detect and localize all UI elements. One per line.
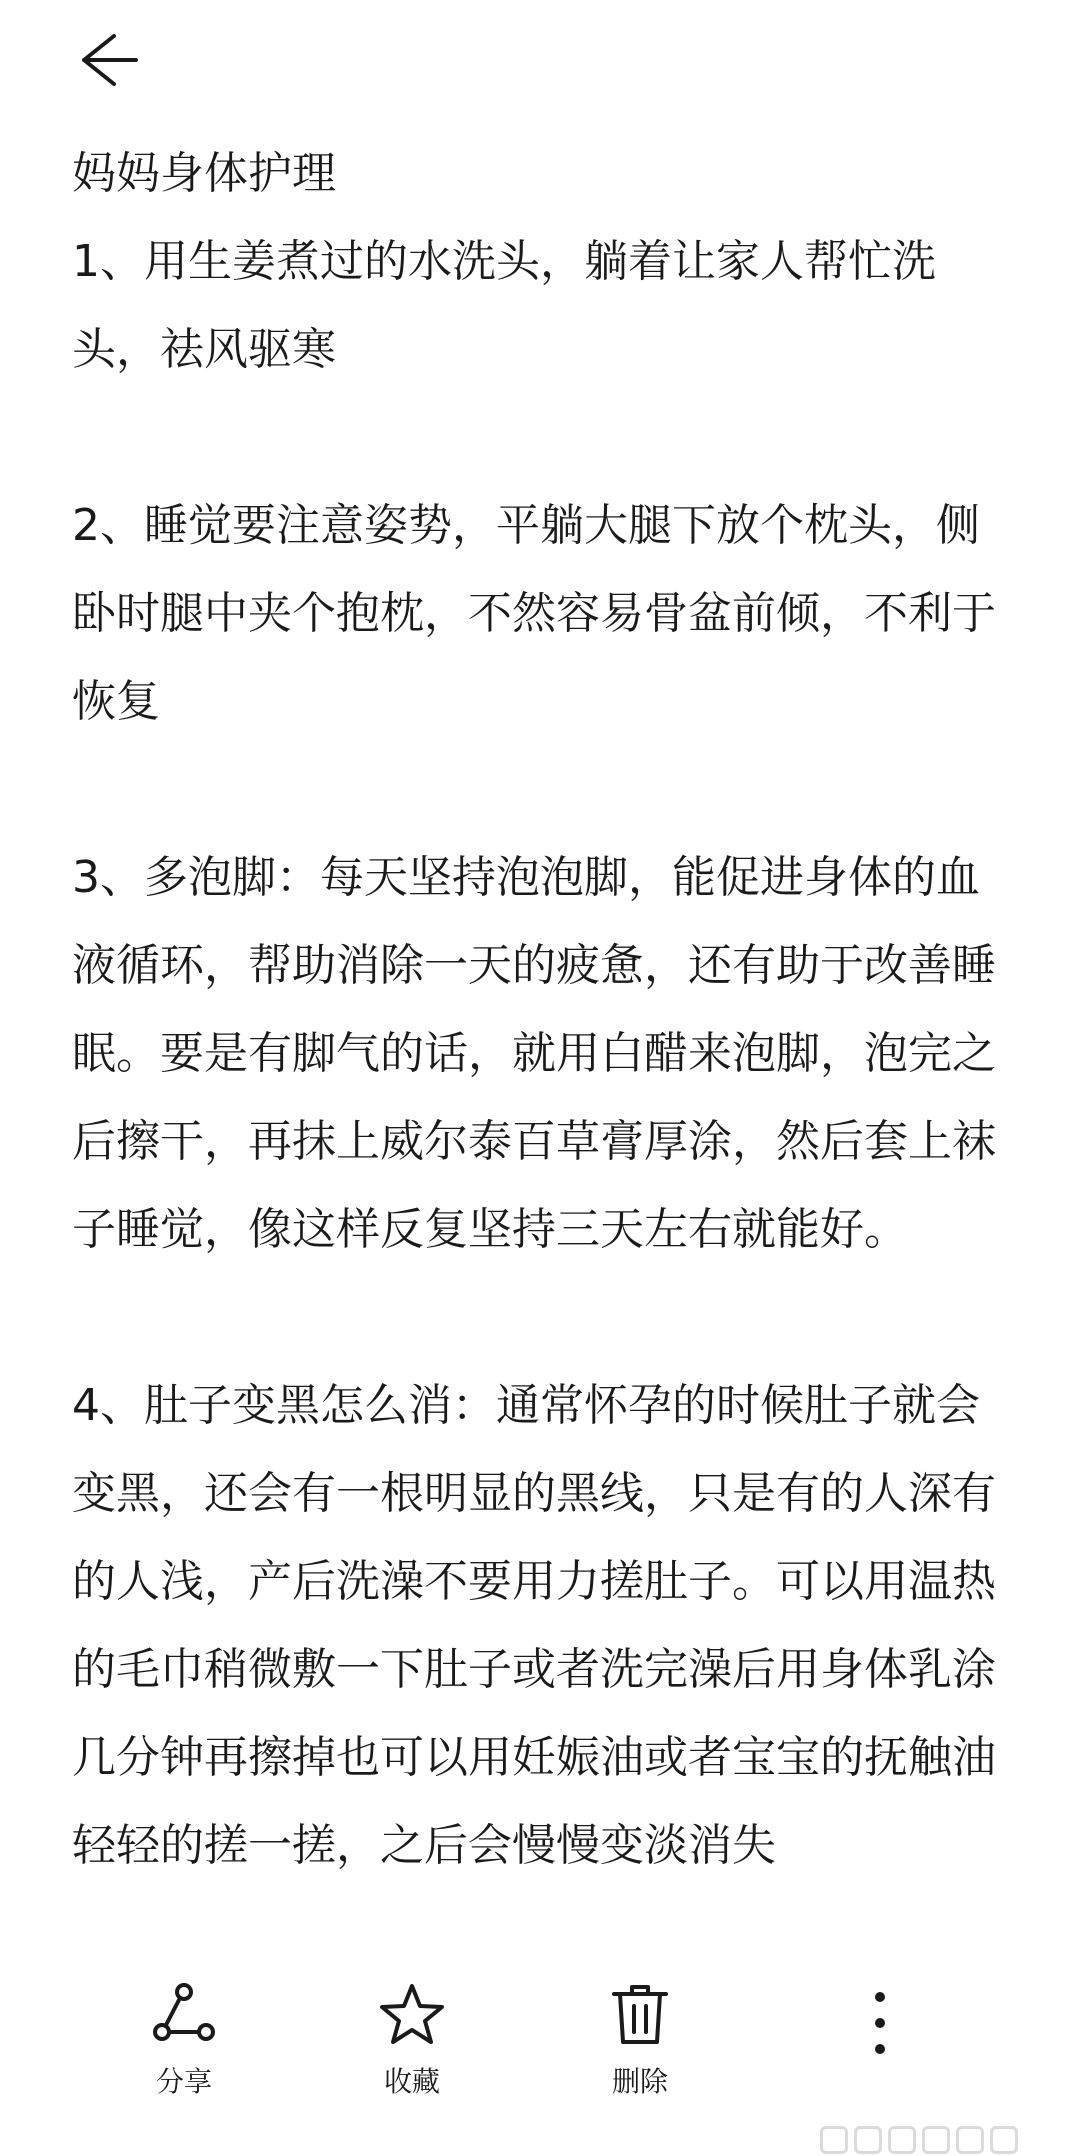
trash-icon [604, 1978, 676, 2050]
note-paragraph-4: 4、肚子变黑怎么消：通常怀孕的时候肚子就会变黑，还会有一根明显的黑线，只是有的人深有的人浅，产后洗澡不要用力搓肚子。可以用温热的毛巾稍微敷一下肚子或者洗完澡后用身体乳涂几分钟再擦掉也可以用妊娠油或者宝宝的抚触油轻轻的搓一搓，之后会慢慢变淡消失 [72, 1380, 996, 1871]
share-button[interactable] [104, 1978, 264, 2128]
note-paragraph-3: 3、多泡脚：每天坚持泡泡脚，能促进身体的血液循环，帮助消除一天的疲惫，还有助于改善睡眠。要是有脚气的话，就用白醋来泡脚，泡完之后擦干，再抹上威尔泰百草膏厚涂，然后套上袜子睡觉，像这样反复坚持三天左右就能好。 [72, 852, 996, 1255]
arrow-left-icon [74, 28, 138, 92]
favorite-label: 收藏 [383, 2065, 440, 2098]
more-button[interactable] [800, 1978, 960, 2128]
star-icon [376, 1978, 448, 2050]
watermark [820, 2126, 1040, 2154]
bottom-toolbar [0, 1960, 1080, 2156]
note-paragraph-2: 2、睡觉要注意姿势，平躺大腿下放个枕头，侧卧时腿中夹个抱枕，不然容易骨盆前倾，不利于恢复 [72, 500, 996, 727]
more-vertical-icon [844, 1978, 916, 2068]
note-content[interactable] [72, 130, 1002, 1960]
note-title: 妈妈身体护理 [72, 148, 336, 199]
share-label: 分享 [155, 2065, 212, 2098]
share-icon [148, 1978, 220, 2050]
back-button[interactable] [60, 14, 152, 106]
favorite-button[interactable] [332, 1978, 492, 2128]
delete-button[interactable] [560, 1978, 720, 2128]
note-paragraph-1: 1、用生姜煮过的水洗头，躺着让家人帮忙洗头，祛风驱寒 [72, 236, 936, 375]
delete-label: 删除 [611, 2065, 668, 2098]
